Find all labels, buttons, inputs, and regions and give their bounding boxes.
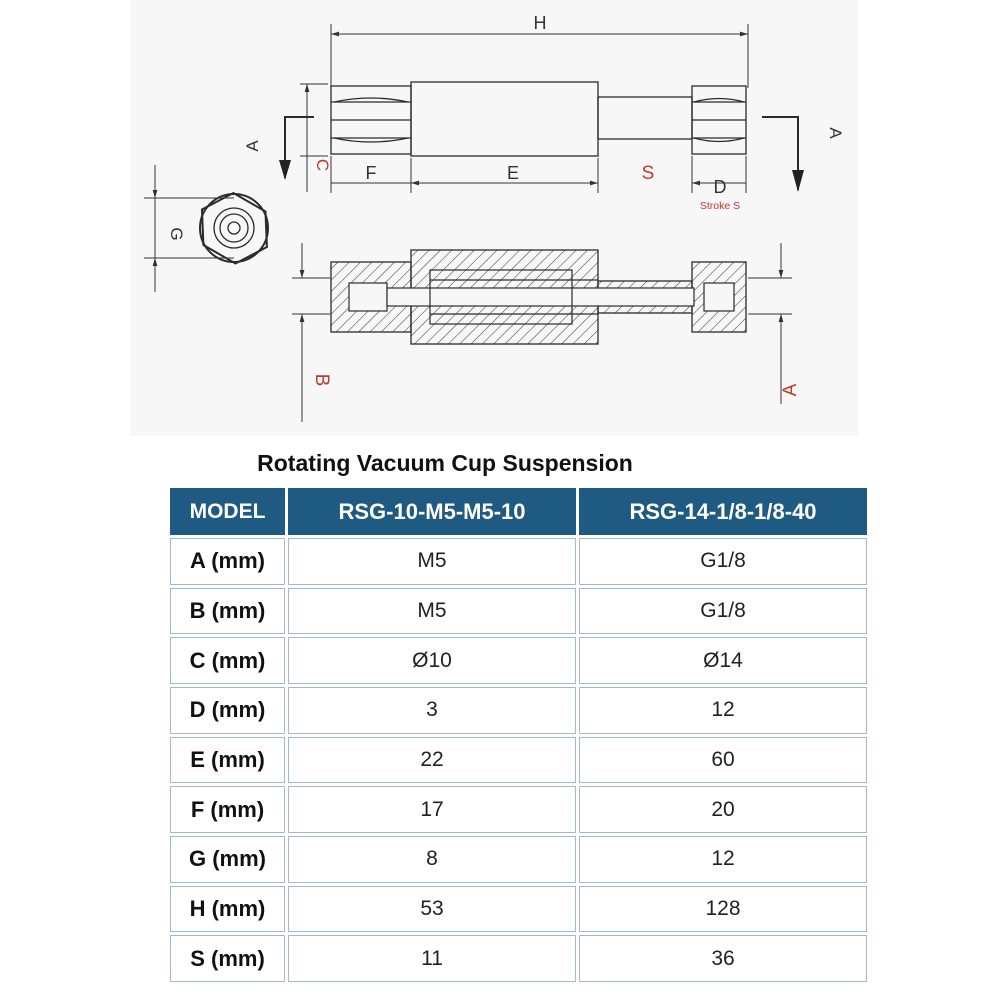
end-view [144, 165, 282, 292]
table-title: Rotating Vacuum Cup Suspension [257, 450, 633, 476]
header-model-2: RSG-14-1/8-1/8-40 [579, 488, 867, 535]
cell-value: 3 [288, 687, 576, 734]
table-row [170, 886, 867, 933]
dimension-c [300, 84, 332, 192]
cell-value: 36 [579, 935, 867, 982]
row-label: C (mm) [170, 637, 285, 684]
cell-value: 20 [579, 786, 867, 833]
label-a-section: A [780, 383, 801, 397]
cell-value: M5 [288, 538, 576, 585]
section-arrow-left [243, 117, 314, 180]
table-row [170, 786, 867, 833]
table-row [170, 538, 867, 585]
label-s: S [641, 163, 655, 184]
header-model-1: RSG-10-M5-M5-10 [288, 488, 576, 535]
table-row [170, 637, 867, 684]
cell-value: 128 [579, 886, 867, 933]
table-row [170, 588, 867, 635]
dimension-a-section [748, 243, 801, 404]
cell-value: 22 [288, 737, 576, 784]
table-row [170, 836, 867, 883]
label-a-right: A [826, 127, 845, 139]
table-row [170, 737, 867, 784]
cell-value: 60 [579, 737, 867, 784]
cell-value: 53 [288, 886, 576, 933]
spec-table [167, 485, 870, 985]
label-b: B [311, 373, 332, 387]
label-d: D [713, 177, 727, 197]
cell-value: G1/8 [579, 588, 867, 635]
label-g: G [167, 227, 186, 241]
row-label: G (mm) [170, 836, 285, 883]
dimension-b [292, 243, 332, 422]
technical-drawing [0, 0, 1000, 440]
row-label: H (mm) [170, 886, 285, 933]
label-stroke: Stroke S [699, 200, 741, 212]
dimension-h [331, 13, 748, 88]
cell-value: 8 [288, 836, 576, 883]
cell-value: 12 [579, 836, 867, 883]
label-a-left: A [243, 140, 262, 152]
cell-value: M5 [288, 588, 576, 635]
section-view [331, 250, 746, 344]
table-row [170, 935, 867, 982]
row-label: E (mm) [170, 737, 285, 784]
cell-value: 12 [579, 687, 867, 734]
cell-value: 11 [288, 935, 576, 982]
cell-value: Ø14 [579, 637, 867, 684]
table-header-row [170, 488, 867, 535]
table-row [170, 687, 867, 734]
cell-value: 17 [288, 786, 576, 833]
cell-value: Ø10 [288, 637, 576, 684]
dimension-row [331, 156, 746, 212]
label-f: F [365, 163, 377, 183]
row-label: A (mm) [170, 538, 285, 585]
section-arrow-right [762, 117, 845, 192]
label-e: E [506, 163, 520, 183]
cell-value: G1/8 [579, 538, 867, 585]
row-label: F (mm) [170, 786, 285, 833]
header-model: MODEL [170, 488, 285, 535]
label-h: H [533, 13, 547, 33]
row-label: D (mm) [170, 687, 285, 734]
row-label: B (mm) [170, 588, 285, 635]
side-view [331, 82, 746, 156]
label-c: C [313, 158, 332, 172]
row-label: S (mm) [170, 935, 285, 982]
